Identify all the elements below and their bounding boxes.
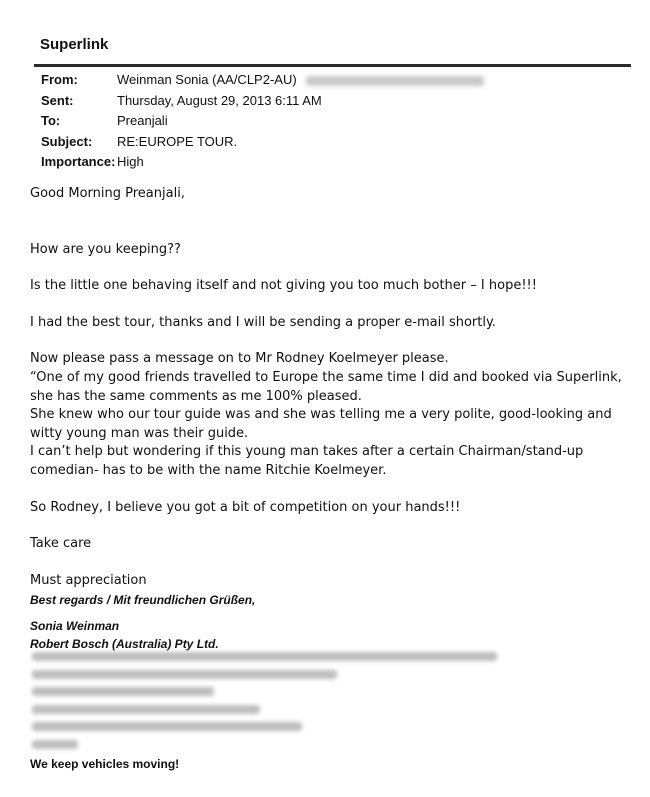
redacted-email-address [306,76,484,86]
email-source-title: Superlink [40,36,109,53]
body-paragraph-4-line-2: “One of my good friends travelled to Europe the same time I did and booked via Superlink, she has the same comments as me 100% pleased. [30,369,622,404]
header-divider [34,64,631,67]
body-paragraph-2: Is the little one behaving itself and not giving you too much bother – I hope!!! [30,278,537,294]
body-paragraph-4-line-3: She knew who our tour guide was and she was telling me a very polite, good-looking and witty young man was their guide. [30,407,612,441]
body-paragraph-4-line-1: Now please pass a message on to Mr Rodney Koelmeyer please. [30,351,449,367]
body-paragraph-1: How are you keeping?? [30,241,181,257]
meta-key-to: To: [41,113,61,128]
signature-company: Robert Bosch (Australia) Pty Ltd. [30,637,219,651]
email-body [30,185,630,590]
redacted-line [32,652,497,661]
meta-value-subject: RE:EUROPE TOUR. [117,133,238,149]
meta-value-importance: High [117,154,144,169]
body-paragraph-5: So Rodney, I believe you got a bit of competition on your hands!!! [30,499,461,515]
body-paragraph-4-line-4: I can’t help but wondering if this young man takes after a certain Chairman/stand-up comedian- has to be with the name Ritchie Koelmeyer. [30,444,584,478]
redacted-contact-details [32,652,497,757]
meta-value-from: Weinman Sonia (AA/CLP2-AU) [117,72,297,87]
signature-name: Sonia Weinman [30,619,120,633]
meta-subject-row [41,132,484,153]
meta-to-row [41,111,484,132]
redacted-line [32,740,78,749]
body-paragraph-6: Take care [30,536,92,552]
meta-value-to: Preanjali [117,113,168,128]
redacted-line [32,670,337,679]
redacted-line [32,722,302,731]
meta-importance-row [41,152,484,173]
signature-tagline: We keep vehicles moving! [30,757,180,771]
redacted-line [32,687,214,696]
meta-value-sent: Thursday, August 29, 2013 6:11 AM [117,92,322,108]
meta-sent-row [41,91,484,112]
signature [30,592,255,652]
meta-key-subject: Subject: [41,133,93,149]
body-paragraph-7: Must appreciation [30,572,147,588]
body-paragraph-3: I had the best tour, thanks and I will be sending a proper e-mail shortly. [30,314,496,330]
meta-key-sent: Sent: [41,92,74,108]
meta-from-row [41,70,484,91]
meta-key-from: From: [41,72,78,87]
signature-regards: Best regards / Mit freundlichen Grüßen, [30,593,256,607]
redacted-line [32,705,260,714]
greeting: Good Morning Preanjali, [30,186,185,201]
meta-key-importance: Importance: [41,154,116,169]
email-meta [41,70,484,173]
